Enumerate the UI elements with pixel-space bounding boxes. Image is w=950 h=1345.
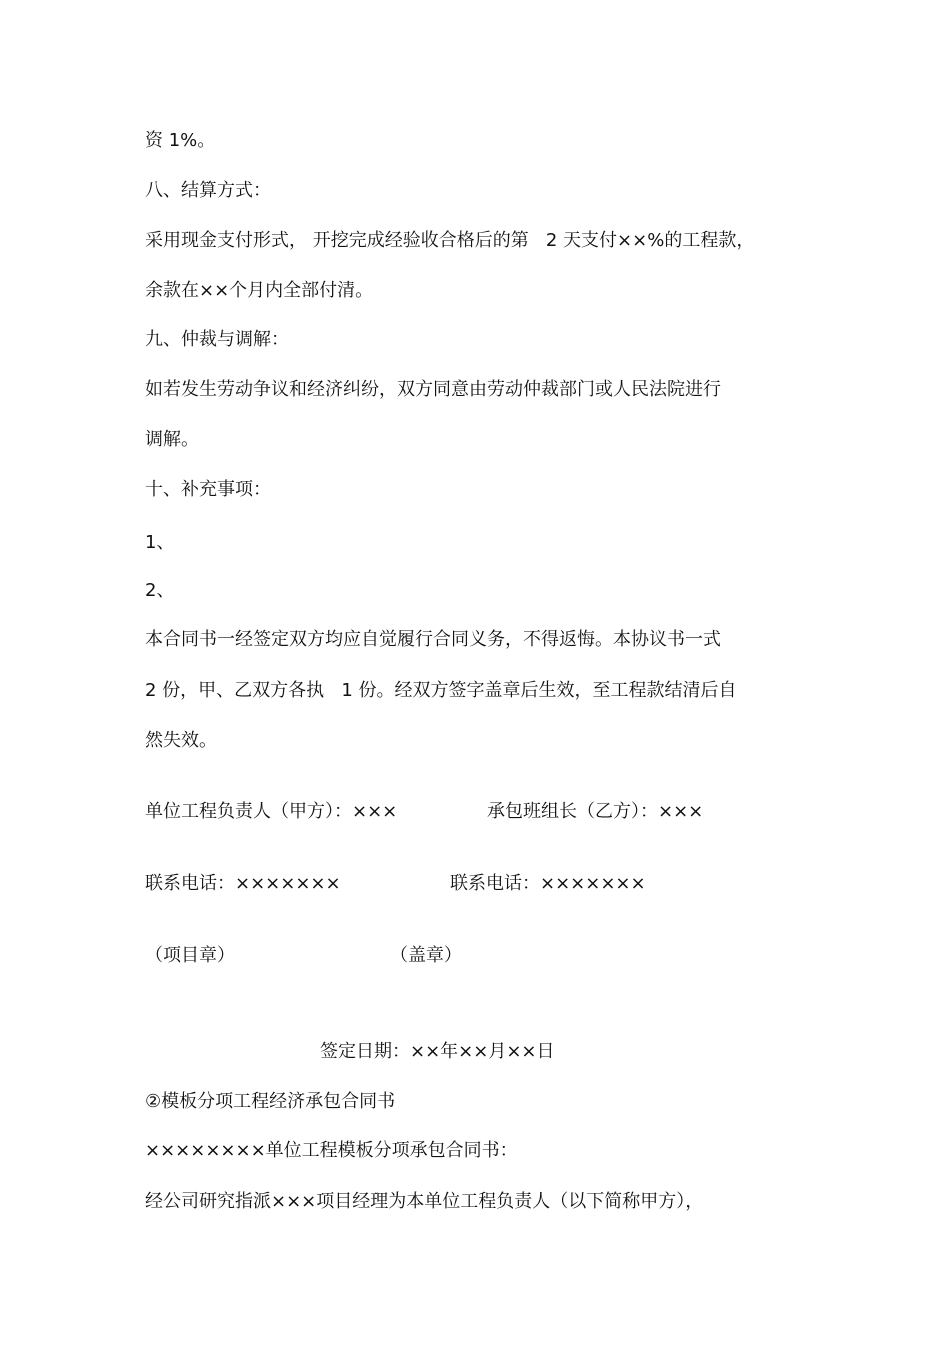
list-item: 2、 <box>145 580 175 601</box>
section2-subheading: ××××××××单位工程模板分项承包合同书： <box>145 1140 518 1161</box>
section2-heading: ②模板分项工程经济承包合同书 <box>145 1091 396 1112</box>
text-line: 然失效。 <box>145 730 217 751</box>
party-b-phone: 联系电话：××××××× <box>450 873 646 894</box>
text-line: 本合同书一经签定双方均应自觉履行合同义务，不得返悔。本协议书一式 <box>145 629 721 650</box>
party-b-label: 承包班组长（乙方）：××× <box>487 801 704 822</box>
text-line: 采用现金支付形式， 开挖完成经验收合格后的第 2 天支付××%的工程款， <box>145 230 755 251</box>
text-line: 如若发生劳动争议和经济纠纷，双方同意由劳动仲裁部门或人民法院进行 <box>145 379 721 400</box>
party-b-seal: （盖章） <box>390 945 462 966</box>
text-line: 资 1%。 <box>145 130 216 151</box>
section-heading-arbitration: 九、仲裁与调解： <box>145 329 289 350</box>
party-a-phone: 联系电话：××××××× <box>145 873 341 894</box>
text-line: 2 份，甲、乙双方各执 1 份。经双方签字盖章后生效，至工程款结清后自 <box>145 680 737 701</box>
section-heading-settlement: 八、结算方式： <box>145 180 271 201</box>
list-item: 1、 <box>145 532 175 553</box>
text-line: 余款在××个月内全部付清。 <box>145 280 374 301</box>
party-a-seal: （项目章） <box>145 945 235 966</box>
party-a-label: 单位工程负责人（甲方）：××× <box>145 801 398 822</box>
section-heading-supplement: 十、补充事项： <box>145 479 271 500</box>
text-line: 调解。 <box>145 429 199 450</box>
section2-first-line: 经公司研究指派×××项目经理为本单位工程负责人（以下简称甲方）， <box>145 1191 704 1212</box>
sign-date: 签定日期：××年××月××日 <box>320 1041 555 1062</box>
